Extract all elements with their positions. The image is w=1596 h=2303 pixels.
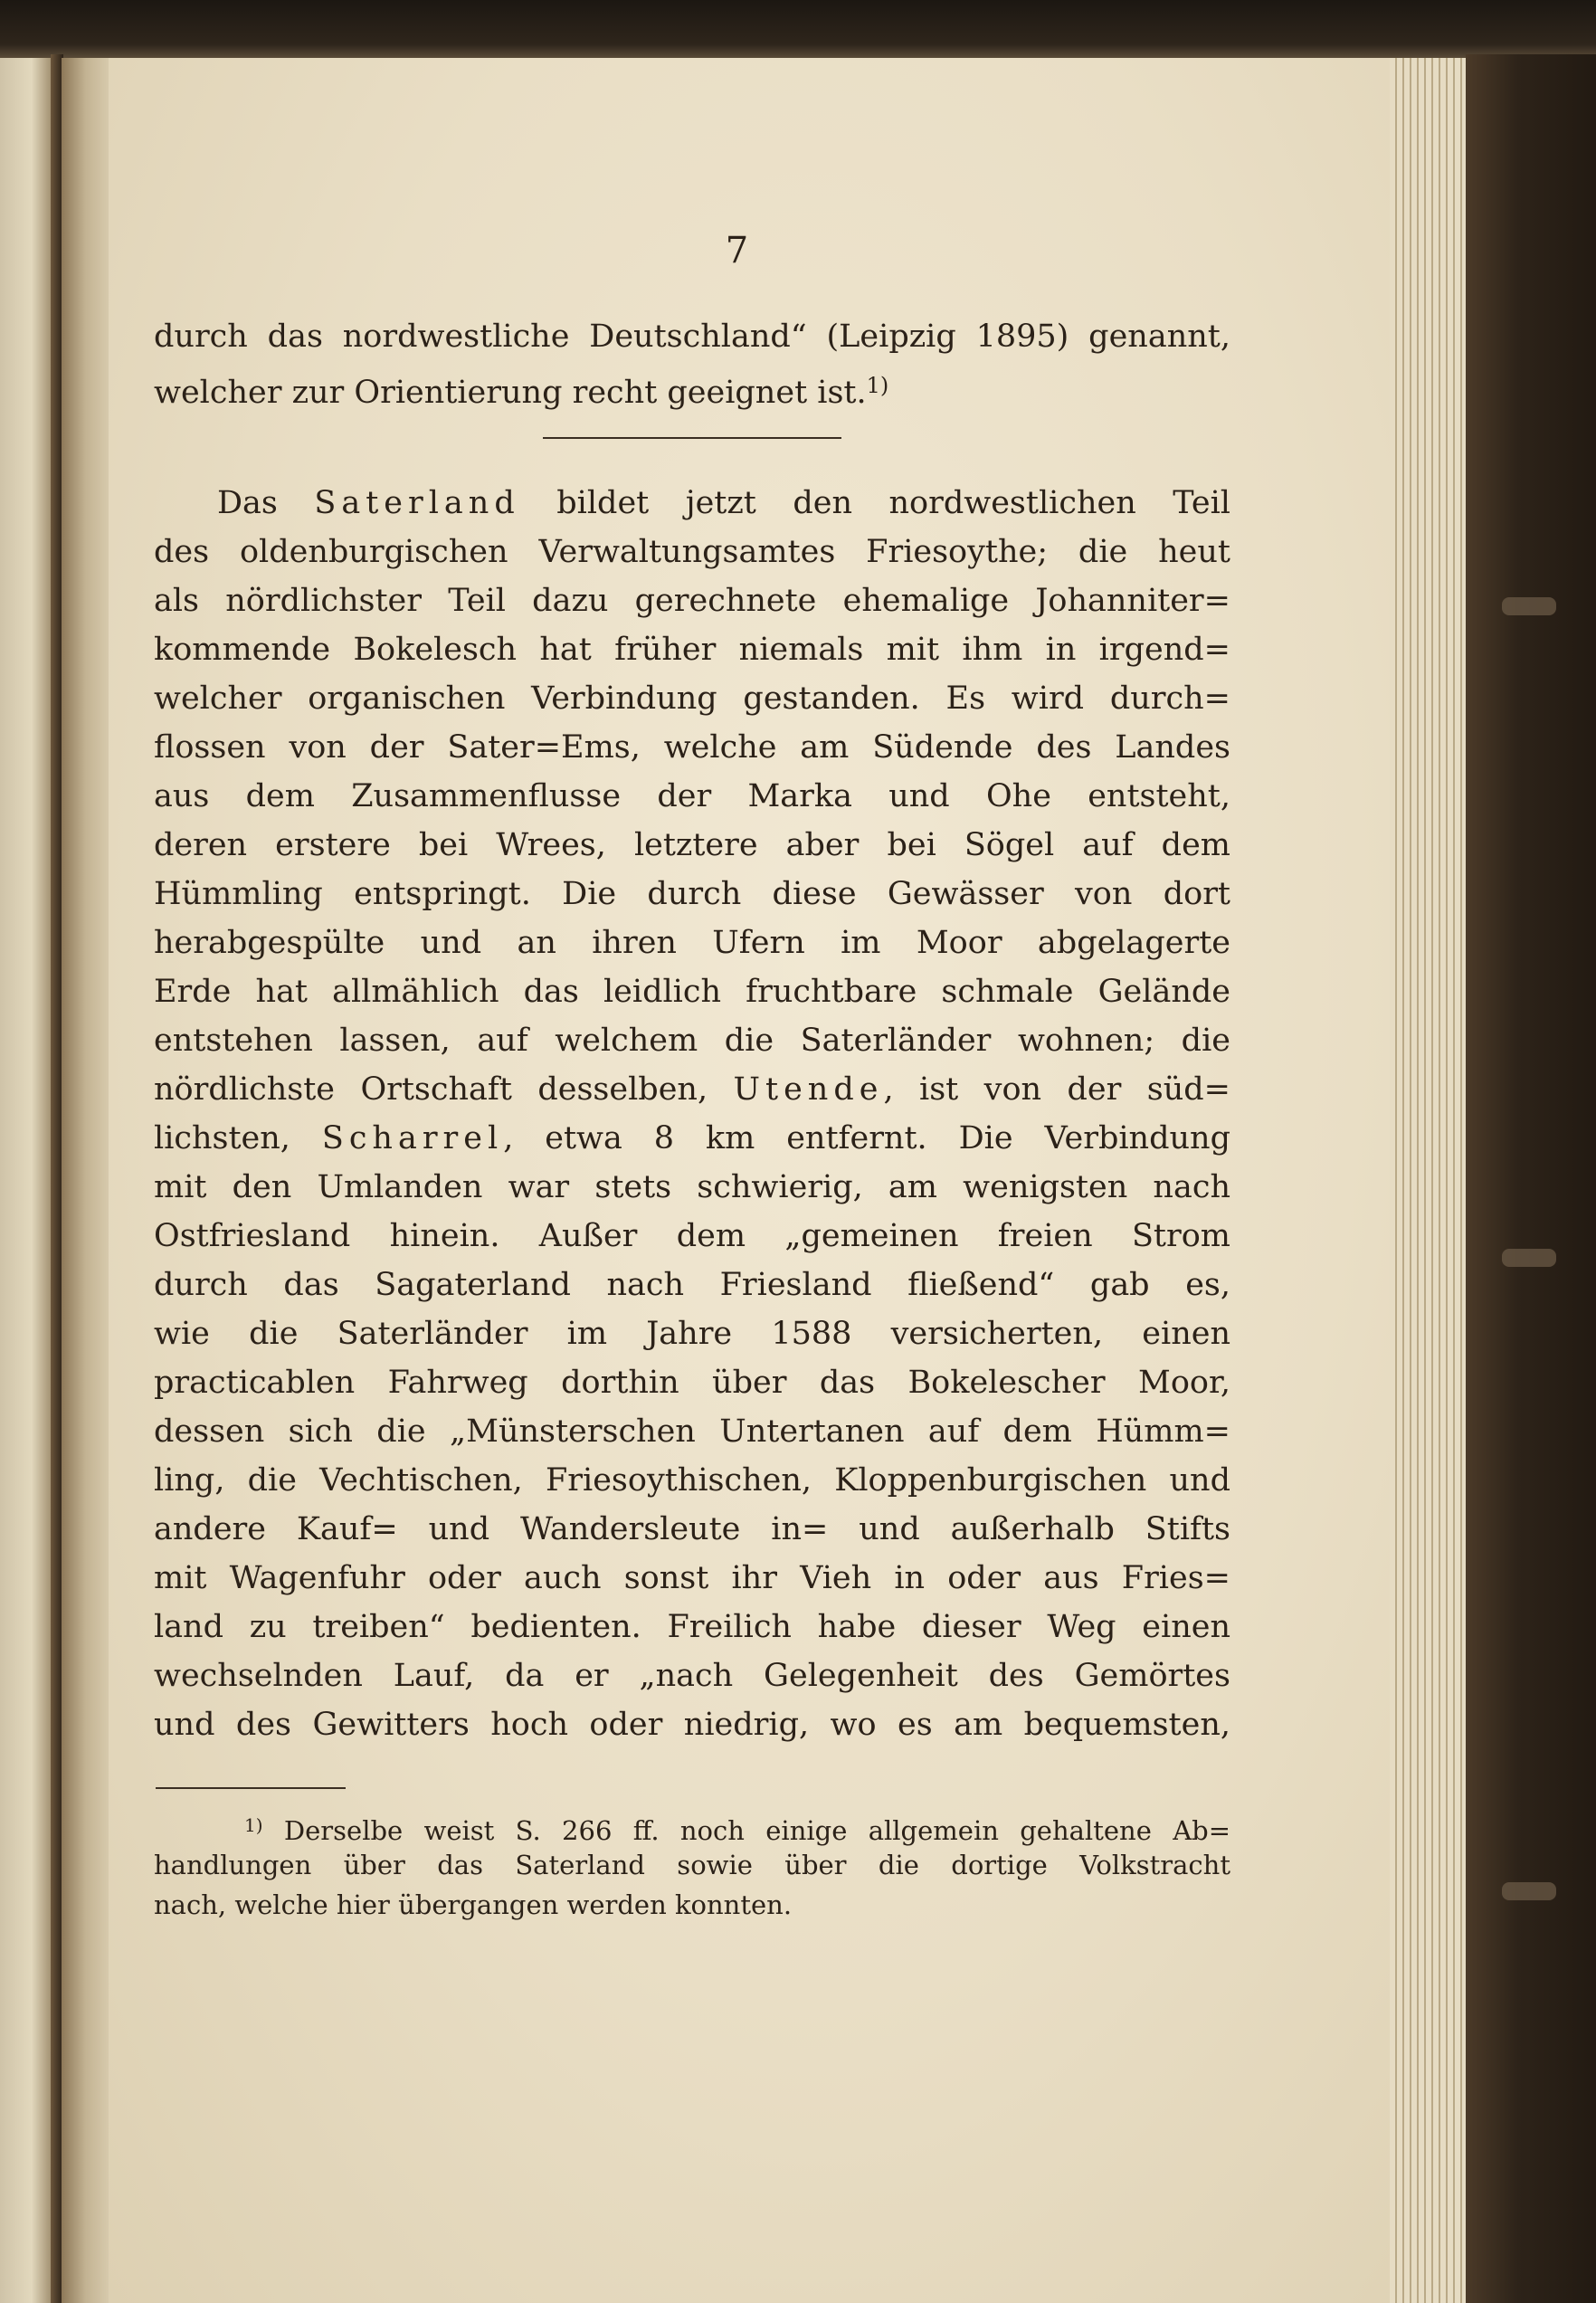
text-line: wie die Saterländer im Jahre 1588 versicherten, einen — [154, 1316, 1230, 1352]
text-line: andere Kauf= und Wandersleute in= und außerhalb Stifts — [154, 1511, 1230, 1547]
place-name-scharrel: Scharrel — [321, 1120, 504, 1156]
page-number: 7 — [725, 230, 750, 271]
place-name-utende: Utende — [733, 1071, 884, 1108]
text-line: mit den Umlanden war stets schwierig, am wenigsten nach — [154, 1169, 1230, 1205]
cover-wear-mark — [1502, 1249, 1556, 1267]
text-line: durch das nordwestliche Deutschland“ (Leipzig 1895) genannt, — [154, 319, 1230, 355]
book-top-edge — [0, 0, 1596, 63]
text-line: ling, die Vechtischen, Friesoythischen, Kloppenburgischen und — [154, 1462, 1230, 1499]
text-fragment: welcher zur Orientierung recht geeignet ist. — [154, 375, 867, 411]
text-line: mit Wagenfuhr oder auch sonst ihr Vieh in oder aus Fries= — [154, 1560, 1230, 1596]
text-line: durch das Sagaterland nach Friesland fließend“ gab es, — [154, 1267, 1230, 1303]
section-divider — [543, 437, 841, 439]
place-name-saterland: Saterland — [314, 485, 520, 521]
text-fragment: nördlichste Ortschaft desselben, — [154, 1071, 708, 1108]
text-line: wechselnden Lauf, da er „nach Gelegenheit des Gemörtes — [154, 1658, 1230, 1694]
footnote-line: nach, welche hier übergangen werden konnten. — [154, 1889, 793, 1920]
text-line: Erde hat allmählich das leidlich fruchtbare schmale Gelände — [154, 974, 1230, 1010]
text-line — [154, 361, 1230, 410]
text-line: welcher organischen Verbindung gestanden. Es wird durch= — [154, 680, 1230, 717]
text-fragment: , etwa 8 km entfernt. Die Verbindung — [503, 1120, 1230, 1156]
text-line: herabgespülte und an ihren Ufern im Moor abgelagerte — [154, 925, 1230, 961]
book-cover-edge — [1466, 54, 1596, 2303]
footnote-divider — [156, 1787, 346, 1789]
text-fragment: , ist von der süd= — [883, 1071, 1230, 1108]
cover-wear-mark — [1502, 597, 1556, 615]
text-line: und des Gewitters hoch oder niedrig, wo es am bequemsten, — [154, 1707, 1230, 1743]
footnote-line: handlungen über das Saterland sowie über die dortige Volkstracht — [154, 1850, 1230, 1880]
text-line: land zu treiben“ bedienten. Freilich habe dieser Weg einen — [154, 1609, 1230, 1645]
text-line — [217, 479, 1230, 528]
text-fragment: Derselbe weist S. 266 ff. noch einige allgemein gehaltene Ab= — [283, 1815, 1230, 1846]
page-stack-edge — [1390, 58, 1471, 2303]
cover-wear-mark — [1502, 1882, 1556, 1900]
footnote-line — [244, 1805, 1230, 1845]
text-fragment: Das — [217, 485, 278, 521]
footnote-reference: 1) — [866, 373, 889, 398]
text-line: kommende Bokelesch hat früher niemals mit ihm in irgend= — [154, 632, 1230, 668]
text-line: entstehen lassen, auf welchem die Saterländer wohnen; die — [154, 1023, 1230, 1059]
text-fragment: lichsten, — [154, 1120, 290, 1156]
text-line: practicablen Fahrweg dorthin über das Bokelescher Moor, — [154, 1365, 1230, 1401]
text-line — [154, 1114, 1230, 1163]
previous-page-edge — [0, 58, 52, 2303]
text-line: dessen sich die „Münsterschen Untertanen auf dem Hümm= — [154, 1413, 1230, 1450]
page-gutter — [62, 58, 116, 2303]
text-line: Hümmling entspringt. Die durch diese Gewässer von dort — [154, 876, 1230, 912]
text-line: deren erstere bei Wrees, letztere aber bei Sögel auf dem — [154, 827, 1230, 863]
text-line: des oldenburgischen Verwaltungsamtes Friesoythe; die heut — [154, 534, 1230, 570]
text-line — [154, 1065, 1230, 1114]
page-text-block — [109, 58, 1390, 2303]
text-line: flossen von der Sater=Ems, welche am Südende des Landes — [154, 729, 1230, 766]
text-line: Ostfriesland hinein. Außer dem „gemeinen freien Strom — [154, 1218, 1230, 1254]
text-line: aus dem Zusammenflusse der Marka und Ohe entsteht, — [154, 778, 1230, 814]
text-fragment: bildet jetzt den nordwestlichen Teil — [556, 485, 1230, 521]
footnote-marker: 1) — [244, 1814, 263, 1836]
text-line: als nördlichster Teil dazu gerechnete ehemalige Johanniter= — [154, 583, 1230, 619]
